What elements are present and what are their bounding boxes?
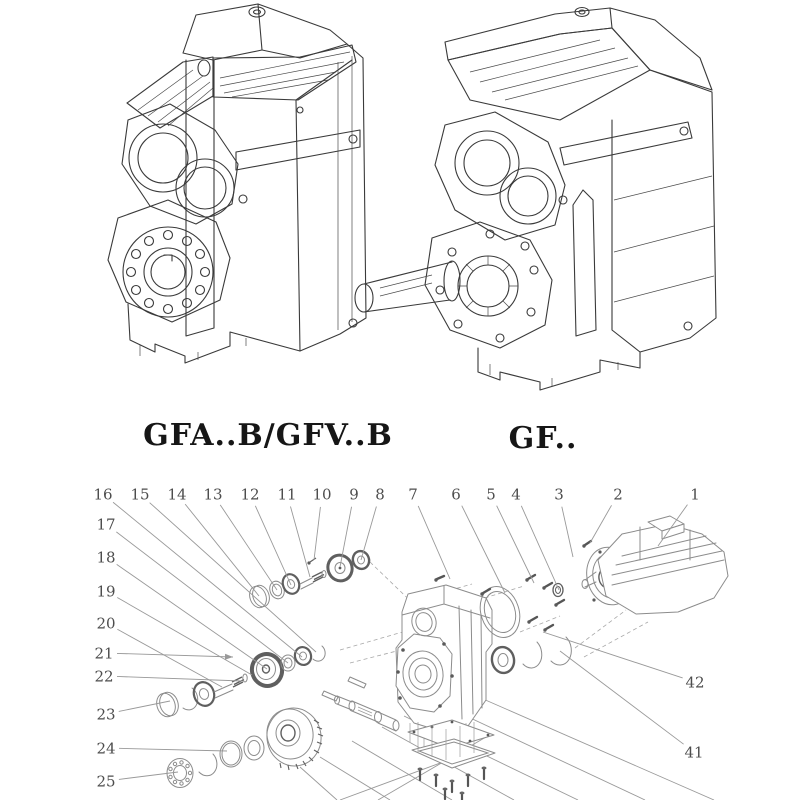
gear-unit-drawing-left [108,4,366,363]
callout-14: 14 [167,485,187,504]
leader-line-19 [117,597,252,675]
callout-4: 4 [511,485,521,504]
leader-arrow-21 [225,654,233,660]
output-shaft [335,696,400,731]
callout-24: 24 [96,739,116,758]
leader-line-5 [497,506,534,583]
leader-line-22 [117,676,242,681]
callout-8: 8 [375,485,385,504]
callout-7: 7 [408,485,418,504]
shaft-key [348,677,366,688]
leader-line-10 [314,507,320,560]
lifting-eye-left [249,7,265,17]
leader-line-8 [361,506,376,560]
callout-22: 22 [94,667,114,686]
leader-line-12 [255,506,291,585]
callout-12: 12 [240,485,260,504]
callout-3: 3 [554,485,564,504]
callout-23: 23 [96,705,116,724]
helical-gear [262,704,325,770]
gear-unit-drawing-right [355,8,716,391]
callout-17: 17 [96,515,116,534]
callout-6: 6 [451,485,461,504]
leader-line-41 [560,651,684,744]
leader-line-11 [290,507,310,577]
cover-plates [408,720,495,800]
leader-line-6 [462,506,505,593]
leader-line-24 [119,748,227,751]
output-shaft-parts [167,637,571,788]
callout-16: 16 [93,485,113,504]
leader-line-14 [185,504,259,596]
caption-gf: GF.. [508,421,578,456]
leader-line-18 [117,564,267,669]
callout-18: 18 [96,548,116,567]
callout-20: 20 [96,614,116,633]
output-shaft-drawing [355,261,460,312]
callout-5: 5 [486,485,496,504]
leader-line-13 [220,505,277,590]
leader-line-16 [113,502,302,657]
callout-15: 15 [130,485,150,504]
leader-line-4 [521,506,559,590]
leader-line-3 [562,507,573,557]
callout-11: 11 [277,485,297,504]
input-shaft-parts [247,549,372,610]
caption-gfa-gfv: GFA..B/GFV..B [143,418,393,453]
callout-1: 1 [690,485,700,504]
flange-spokes [458,256,518,316]
snap-ring [199,754,217,776]
bolt-circle-left [127,231,210,314]
cover-bolts [418,767,487,800]
callout-25: 25 [96,772,116,791]
exploded-view [93,486,728,800]
callouts-layer [93,486,704,791]
leader-line-7 [418,506,450,579]
callout-41: 41 [684,743,704,762]
callout-13: 13 [203,485,223,504]
leader-line-15 [150,503,316,652]
callout-10: 10 [312,485,332,504]
callout-9: 9 [349,485,359,504]
motor-drawing [598,516,728,614]
callout-19: 19 [96,582,116,601]
callout-2: 2 [613,485,623,504]
callout-21: 21 [94,644,114,663]
callout-42: 42 [685,673,705,692]
flange-bolt-holes [436,230,538,342]
intermediate-shaft-parts [154,645,325,719]
leader-line-42 [543,632,683,678]
leader-line-2 [590,505,612,543]
